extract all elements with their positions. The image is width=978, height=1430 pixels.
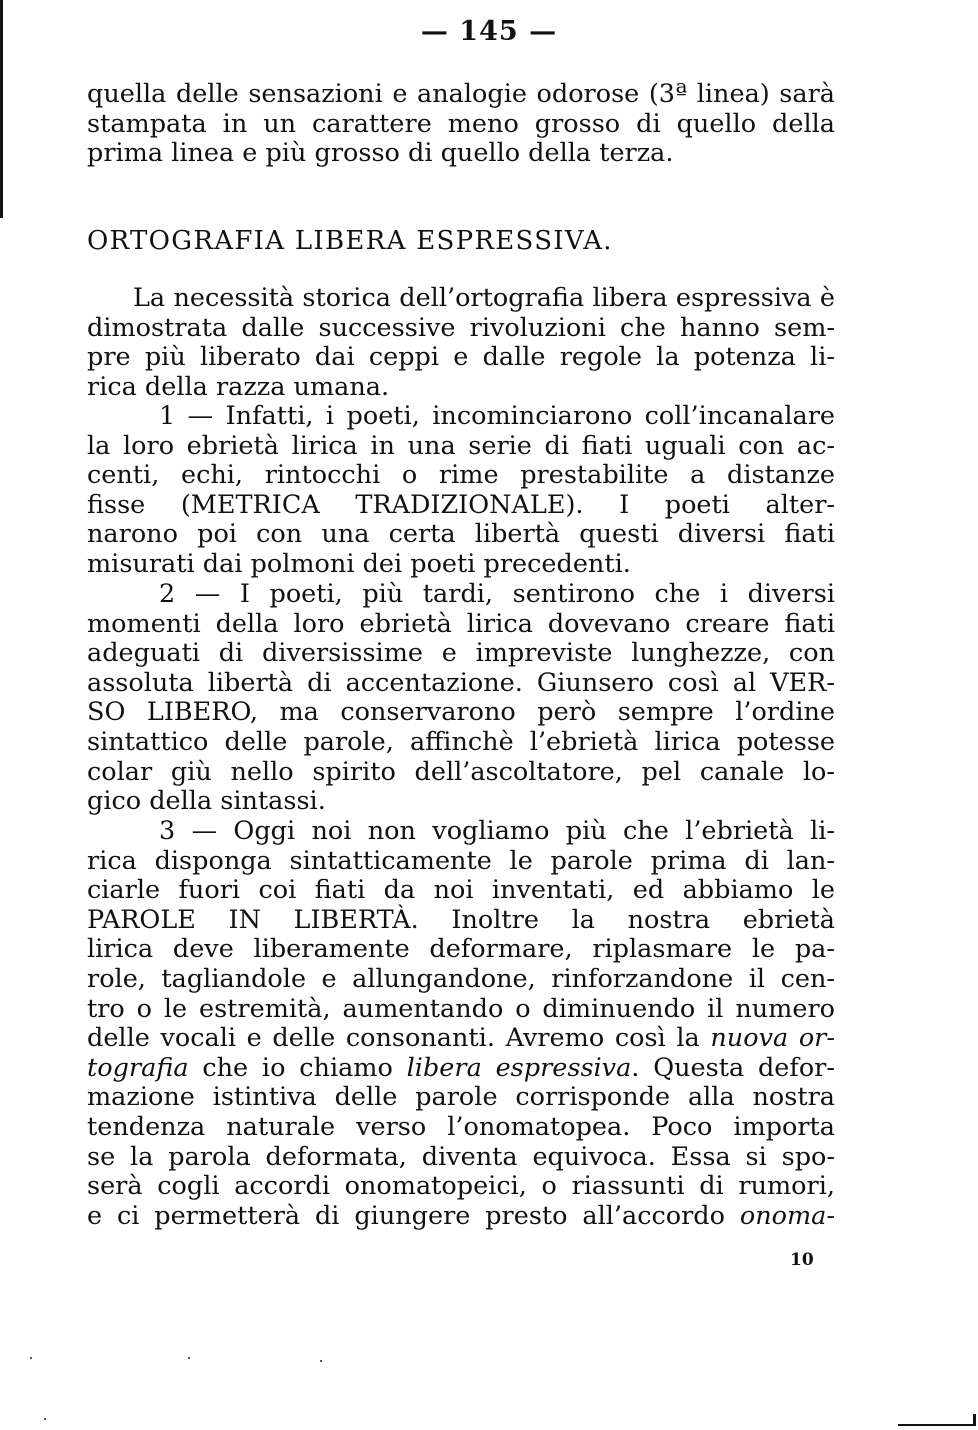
text-line: serà cogli accordi onomatopeici, o riassunti di rumori, [87,1171,835,1202]
text-line: rica disponga sintatticamente le parole prima di lan- [87,845,835,876]
text-line: gico della sintassi. [87,786,326,817]
text-line: narono poi con una certa libertà questi diversi fiati [87,519,835,550]
text-line: colar giù nello spirito dell’ascoltatore, pel canale lo- [87,756,835,787]
scan-corner-mark [898,1424,976,1426]
text-run: delle vocali e delle consonanti. Avremo così la [87,1023,711,1054]
italic-term: tografia [87,1052,189,1083]
text-line: sintattico delle parole, affinchè l’ebrietà lirica potesse [87,726,835,757]
text-run: e ci permetterà di giungere presto all’accordo [87,1200,740,1231]
text-line: la loro ebrietà lirica in una serie di fiati uguali con ac- [87,430,835,461]
scan-speck [188,1357,190,1359]
text-line: prima linea e più grosso di quello della terza. [87,138,674,169]
text-line: se la parola deformata, diventa equivoca. Essa si spo- [87,1141,835,1172]
text-line: role, tagliandole e allungandone, rinforzandone il cen- [87,963,835,994]
text-line: stampata in un carattere meno grosso di quello della [87,108,835,139]
text-line: tendenza naturale verso l’onomatopea. Poco importa [87,1111,835,1142]
text-line: quella delle sensazioni e analogie odorose (3ª linea) sarà [87,79,835,109]
paragraph-2 [87,580,835,817]
paragraph-1 [87,402,835,580]
italic-term: libera espressiva [406,1052,632,1083]
text-line: 1 — Infatti, i poeti, incominciarono coll’incanalare [159,401,835,431]
text-line [87,1054,835,1084]
text-line: mazione istintiva delle parole corrisponde alla nostra [87,1082,835,1113]
page-number: — 145 — [420,16,558,47]
italic-term: onoma- [739,1200,835,1231]
text-line: tro o le estremità, aumentando o diminuendo il numero [87,993,835,1024]
scan-speck [44,1418,46,1420]
text-line: momenti della loro ebrietà lirica dovevano creare fiati [87,608,835,639]
text-line: 2 — I poeti, più tardi, sentirono che i diversi [159,579,835,609]
text-line: assoluta libertà di accentazione. Giunsero così al VER- [87,667,835,698]
text-line: La necessità storica dell’ortografia libera espressiva è [133,283,835,313]
text-run: . Questa defor- [631,1052,835,1083]
text-line: SO LIBERO, ma conservarono però sempre l’ordine [87,697,835,728]
text-line: ciarle fuori coi fiati da noi inventati, ed abbiamo le [87,875,835,906]
signature-mark: 10 [790,1250,814,1270]
text-line [87,1202,835,1232]
section-heading: ORTOGRAFIA LIBERA ESPRESSIVA. [87,226,613,256]
text-line: PAROLE IN LIBERTÀ. Inoltre la nostra ebrietà [87,904,835,935]
scan-speck [30,1357,32,1359]
text-line: pre più liberato dai ceppi e dalle regole la potenza li- [87,342,835,373]
text-line: fisse (METRICA TRADIZIONALE). I poeti alter- [87,489,835,520]
italic-term: nuova or- [710,1023,835,1054]
text-line [87,1024,835,1054]
paragraph-3 [87,817,835,1231]
paragraph-intro [87,284,835,402]
scan-speck [320,1360,322,1362]
text-line: misurati dai polmoni dei poeti precedenti. [87,548,631,579]
text-line: centi, echi, rintocchi o rime prestabilite a distanze [87,460,835,491]
text-line: 3 — Oggi noi non vogliamo più che l’ebrietà li- [159,816,835,846]
text-line: dimostrata dalle successive rivoluzioni che hanno sem- [87,312,835,343]
text-line: adeguati di diversissime e impreviste lunghezze, con [87,638,835,669]
text-line: lirica deve liberamente deformare, riplasmare le pa- [87,934,835,965]
text-run: che io chiamo [188,1052,407,1083]
text-line: rica della razza umana. [87,371,390,402]
intro-paragraph [87,80,835,169]
